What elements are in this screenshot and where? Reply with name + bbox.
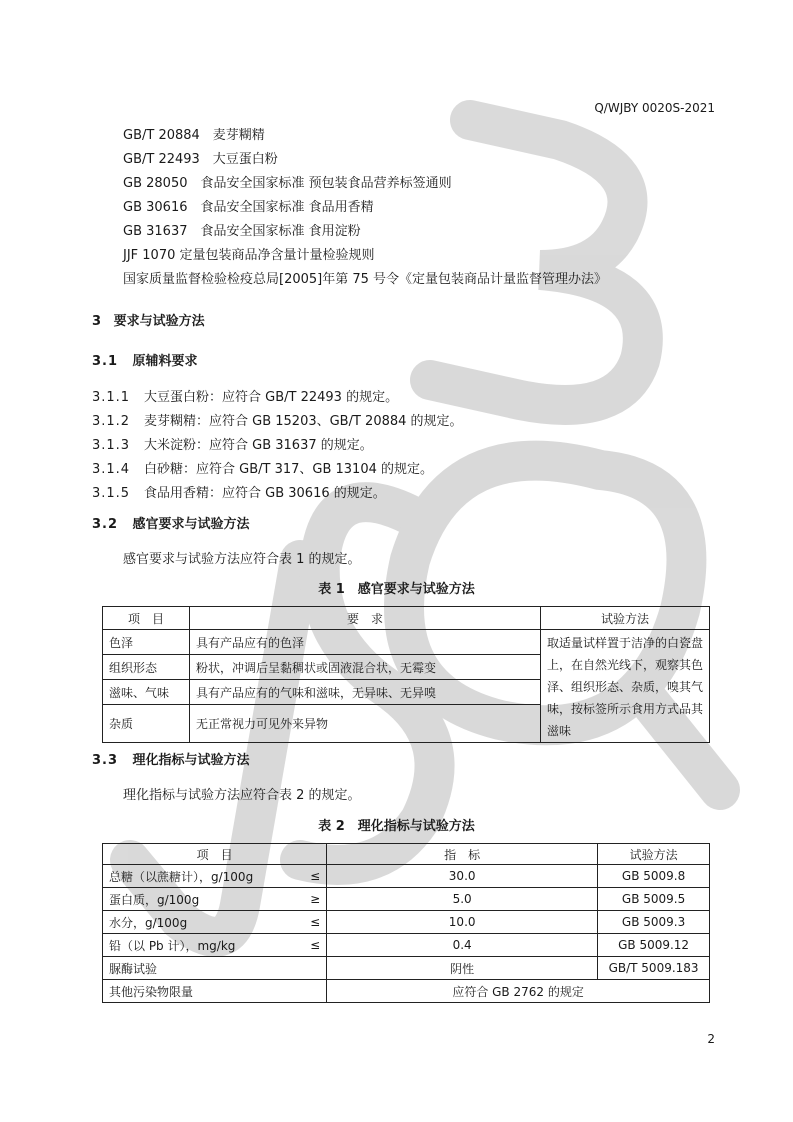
table-cell: 滋味、气味: [103, 680, 190, 705]
table-header: 项 目: [103, 844, 327, 865]
table-cell: 组织形态: [103, 655, 190, 680]
operator-cell: ≤: [294, 865, 327, 888]
table-header: 试验方法: [541, 607, 710, 630]
operator-cell: ≥: [294, 888, 327, 911]
table-cell: 总糖（以蔗糖计），g/100g: [103, 865, 295, 888]
table-header: 试验方法: [598, 844, 710, 865]
table-cell: 0.4: [327, 934, 598, 957]
requirement-item: 3.1.3 大米淀粉：应符合 GB 31637 的规定。: [92, 438, 373, 453]
table-2-physicochemical: [102, 843, 710, 1003]
table-cell: 10.0: [327, 911, 598, 934]
table-1-sensory: [102, 606, 710, 743]
table-header: 指 标: [327, 844, 598, 865]
table-cell: 30.0: [327, 865, 598, 888]
table-cell: 具有产品应有的气味和滋味，无异味、无异嗅: [190, 680, 541, 705]
table-cell: 杂质: [103, 705, 190, 743]
table-header: 项 目: [103, 607, 190, 630]
section-3-1-heading: [92, 350, 198, 369]
requirement-item: 3.1.4 白砂糖：应符合 GB/T 317、GB 13104 的规定。: [92, 462, 434, 477]
table-cell: 脲酶试验: [103, 957, 327, 980]
table-cell: 水分，g/100g: [103, 911, 295, 934]
section-3-3-heading: [92, 749, 250, 768]
table-cell: 5.0: [327, 888, 598, 911]
section-paragraph: 感官要求与试验方法应符合表 1 的规定。: [123, 552, 361, 567]
table-cell: 其他污染物限量: [103, 980, 327, 1003]
table-cell: GB/T 5009.183: [598, 957, 710, 980]
document-code: Q/WJBY 0020S-2021: [594, 101, 715, 115]
section-title: 要求与试验方法: [113, 314, 205, 329]
reference-item: GB 31637 食品安全国家标准 食用淀粉: [123, 224, 361, 239]
table-cell: GB 5009.5: [598, 888, 710, 911]
section-number: 3.2: [92, 517, 119, 532]
table-header: 要 求: [190, 607, 541, 630]
reference-item: JJF 1070 定量包装商品净含量计量检验规则: [123, 248, 375, 263]
table-cell: 铅（以 Pb 计），mg/kg: [103, 934, 295, 957]
operator-cell: ≤: [294, 911, 327, 934]
section-title: 原辅料要求: [132, 354, 198, 369]
table-cell: 无正常视力可见外来异物: [190, 705, 541, 743]
section-title: 理化指标与试验方法: [132, 753, 250, 768]
requirement-item: 3.1.1 大豆蛋白粉：应符合 GB/T 22493 的规定。: [92, 390, 399, 405]
table-cell: 具有产品应有的色泽: [190, 630, 541, 655]
section-3-2-heading: [92, 513, 250, 532]
table-cell: GB 5009.12: [598, 934, 710, 957]
table-cell: 粉状，冲调后呈黏稠状或固液混合状，无霉变: [190, 655, 541, 680]
requirement-item: 3.1.5 食品用香精：应符合 GB 30616 的规定。: [92, 486, 386, 501]
section-paragraph: 理化指标与试验方法应符合表 2 的规定。: [123, 788, 361, 803]
section-3-heading: [92, 310, 205, 329]
requirement-item: 3.1.2 麦芽糊精：应符合 GB 15203、GB/T 20884 的规定。: [92, 414, 463, 429]
table-cell: 阴性: [327, 957, 598, 980]
table-cell: 色泽: [103, 630, 190, 655]
operator-cell: ≤: [294, 934, 327, 957]
section-title: 感官要求与试验方法: [132, 517, 250, 532]
table-cell: 蛋白质，g/100g: [103, 888, 295, 911]
reference-item: 国家质量监督检验检疫总局[2005]年第 75 号令《定量包装商品计量监督管理办法》: [123, 272, 608, 287]
reference-item: GB/T 20884 麦芽糊精: [123, 128, 265, 143]
table-2-caption: 表 2 理化指标与试验方法: [318, 819, 475, 834]
reference-item: GB 28050 食品安全国家标准 预包装食品营养标签通则: [123, 176, 452, 191]
table-1-caption: 表 1 感官要求与试验方法: [318, 582, 475, 597]
table-cell: GB 5009.8: [598, 865, 710, 888]
table-cell: 应符合 GB 2762 的规定: [327, 980, 710, 1003]
reference-item: GB/T 22493 大豆蛋白粉: [123, 152, 278, 167]
table-cell: GB 5009.3: [598, 911, 710, 934]
test-method-cell: 取适量试样置于洁净的白瓷盘上，在自然光线下，观察其色泽、组织形态、杂质，嗅其气味，按标签所示食用方式品其滋味: [541, 630, 710, 743]
section-number: 3: [92, 314, 102, 329]
page-number: 2: [707, 1032, 715, 1046]
section-number: 3.1: [92, 354, 119, 369]
section-number: 3.3: [92, 753, 119, 768]
reference-item: GB 30616 食品安全国家标准 食品用香精: [123, 200, 374, 215]
